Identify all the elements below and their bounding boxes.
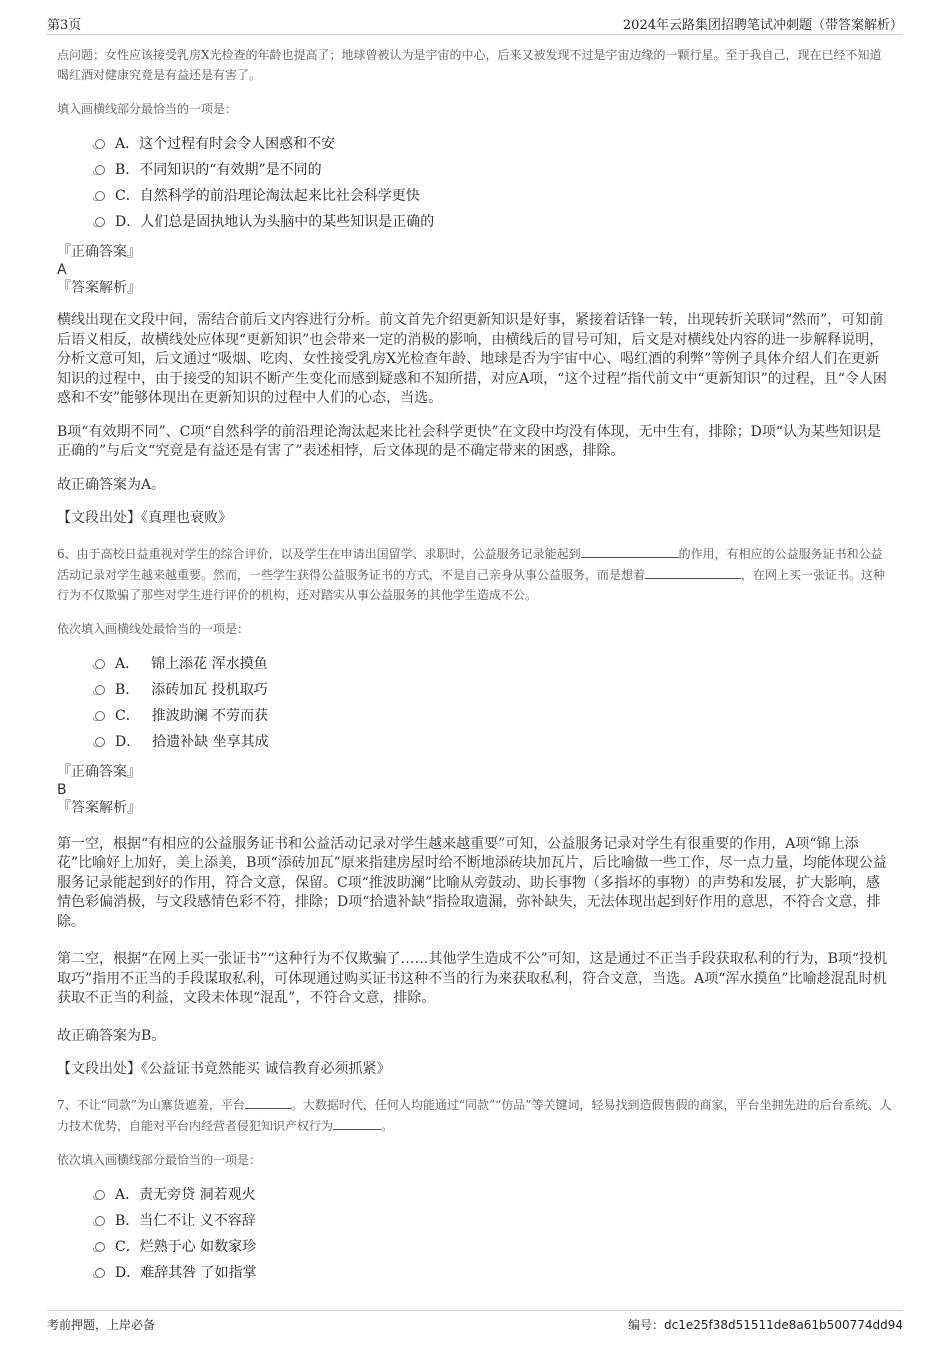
q6-answer: B: [57, 781, 67, 798]
q5-answer: A: [57, 262, 67, 278]
q6-option-c[interactable]: C． 推波助澜 不劳而获: [95, 703, 893, 729]
q5-analysis-paragraph: B项“有效期不同”、C项“自然科学的前沿理论淘汰起来比社会科学更快”在文段中均没有体现，无中生有，排除；D项“认为某些知识是正确的”与后文“究竟是有益还是有害了”表述相悖，后文体现的是不确定带来的困惑，排除。: [57, 423, 882, 459]
q6-source: 【文段出处】《公益证书竟然能买 诚信教育必须抓紧》: [57, 1061, 391, 1077]
radio-icon[interactable]: [95, 711, 105, 721]
fill-blank: [645, 564, 741, 579]
q6-analysis-label: 『答案解析』: [57, 799, 141, 816]
q6-analysis-paragraph: 第一空，根据“有相应的公益服务证书和公益活动记录对学生越来越重要”可知，公益服务记录对学生有很重要的作用，A项“锦上添花”比喻好上加好，美上添美，B项“添砖加瓦”原来指建房屋时给不断地添砖块加瓦片，后比喻做一些工作，尽一点力量，均能体现公益服务记录能起到好的作用，符合文意，保留。C项“推波助澜”比喻从旁鼓动、助长事物（多指坏的事物）的声势和发展，扩大影响，感情色彩偏消极，与文段感情色彩不符，排除；D项“拾遗补缺”指捡取遗漏，弥补缺失，无法体现出起到好作用的意思，不符合文意，排除。: [57, 835, 887, 930]
radio-icon[interactable]: [95, 737, 105, 747]
q6-answer-label: 『正确答案』: [57, 763, 141, 780]
serial-code: dc1e25f38d51511de8a61b500774dd94: [664, 1318, 903, 1332]
q6-conclusion: 故正确答案为B。: [57, 1027, 166, 1044]
q7-option-a[interactable]: A．责无旁贷 洞若观火: [95, 1182, 893, 1208]
page-footer: [47, 1310, 903, 1337]
radio-icon[interactable]: [95, 659, 105, 669]
q7-option-b[interactable]: B．当仁不让 义不容辞: [95, 1208, 893, 1234]
q5-prompt: 填入画横线部分最恰当的一项是：: [57, 102, 238, 116]
radio-icon[interactable]: [95, 191, 105, 201]
q5-option-b[interactable]: B．不同知识的“有效期”是不同的: [95, 157, 893, 183]
q5-answer-label: 『正确答案』: [57, 244, 141, 260]
q5-source: 【文段出处】《真理也衰败》: [57, 510, 232, 526]
q7-option-c[interactable]: C．烂熟于心 如数家珍: [95, 1234, 893, 1260]
radio-icon[interactable]: [95, 1268, 105, 1278]
fill-blank: [333, 1115, 381, 1130]
q7-option-d[interactable]: D．难辞其咎 了如指掌: [95, 1260, 893, 1286]
q5-conclusion: 故正确答案为A。: [57, 476, 166, 493]
q6-analysis-paragraph: 第二空，根据“在网上买一张证书”“这种行为不仅欺骗了……其他学生造成不公”可知，这是通过不正当手段获取私利的行为，B项“投机取巧”指用不正当的手段谋取私利，可体现通过购买证书这种不当的行为来获取私利，符合文意，当选。A项“浑水摸鱼”比喻趁混乱时机获取不正当的利益，文段未体现“混乱”，不符合文意，排除。: [57, 951, 888, 1006]
q6-stem: 6、由于高校日益重视对学生的综合评价，以及学生在申请出国留学、求职时，公益服务记录能起到 的作用，有相应的公益服务证书和公益活动记录对学生越来越重要。然而，一些学生获得公益服务证书的方式，不是自己亲身从事公益服务，而是想着 ，在网上买一张证书。这种行为不仅欺骗了那些对学生进行评价的机构，还对踏实从事公益服务的其他学生造成不公。: [57, 543, 893, 605]
radio-icon[interactable]: [95, 1190, 105, 1200]
page-number: 第3页: [47, 18, 82, 33]
q6-option-a[interactable]: A． 锦上添花 浑水摸鱼: [95, 651, 893, 677]
q5-option-d[interactable]: D．人们总是固执地认为头脑中的某些知识是正确的: [95, 209, 893, 235]
q5-analysis-paragraph: 横线出现在文段中间，需结合前后文内容进行分析。前文首先介绍更新知识是好事，紧接着话锋一转，出现转折关联词“然而”，可知前后语义相反，故横线处应体现“更新知识”也会带来一定的消极的影响，由横线后的冒号可知，后文是对横线处内容的进一步解释说明，分析文意可知，后文通过“吸烟、吃肉、女性接受乳房X光检查年龄、地球是否为宇宙中心、喝红酒的利弊”等例子具体介绍人们在更新知识的过程中，由于接受的知识不断产生变化而感到疑惑和不知所措，对应A项，“这个过程”指代前文中“更新知识”的过程，且“令人困惑和不安”能够体现出在更新知识的过程中人们的心态，当选。: [57, 312, 887, 406]
radio-icon[interactable]: [95, 165, 105, 175]
q6-options: [95, 651, 893, 755]
q5-passage-tail: 点问题；女性应该接受乳房X光检查的年龄也提高了；地球曾被认为是宇宙的中心，后来又被发现不过是宇宙边缘的一颗行星。至于我自己，现在已经不知道喝红酒对健康究竟是有益还是有害了。: [57, 48, 882, 82]
radio-icon[interactable]: [95, 1216, 105, 1226]
document-title: 2024年云路集团招聘笔试冲刺题（带答案解析）: [622, 18, 903, 33]
q5-option-c[interactable]: C．自然科学的前沿理论淘汰起来比社会科学更快: [95, 183, 893, 209]
radio-icon[interactable]: [95, 217, 105, 227]
fill-blank: [245, 1094, 291, 1109]
fill-blank: [581, 543, 679, 558]
q5-analysis-label: 『答案解析』: [57, 280, 141, 296]
q6-option-b[interactable]: B． 添砖加瓦 投机取巧: [95, 677, 893, 703]
q5-option-a[interactable]: A．这个过程有时会令人困惑和不安: [95, 131, 893, 157]
q6-prompt: 依次填入画横线处最恰当的一项是：: [57, 621, 250, 636]
page-content: [57, 45, 893, 1286]
q6-option-d[interactable]: D． 拾遗补缺 坐享其成: [95, 729, 893, 755]
footer-slogan: 考前押题，上岸必备: [47, 1318, 156, 1332]
q7-prompt: 依次填入画横线部分最恰当的一项是：: [57, 1152, 262, 1167]
radio-icon[interactable]: [95, 1242, 105, 1252]
q7-stem: 7、不让“同款”为山寨货遮羞，平台 。大数据时代，任何人均能通过“同款”“仿品”等关键词，轻易找到造假售假的商家，平台坐拥先进的后台系统、人力技术优势，自能对平台内经营者侵犯知识产权行为 。: [57, 1094, 893, 1136]
radio-icon[interactable]: [95, 685, 105, 695]
q5-options: [95, 131, 893, 235]
page-header: [47, 12, 903, 35]
q7-options: [95, 1182, 893, 1286]
footer-serial: 编号：dc1e25f38d51511de8a61b500774dd94: [628, 1318, 903, 1332]
radio-icon[interactable]: [95, 139, 105, 149]
